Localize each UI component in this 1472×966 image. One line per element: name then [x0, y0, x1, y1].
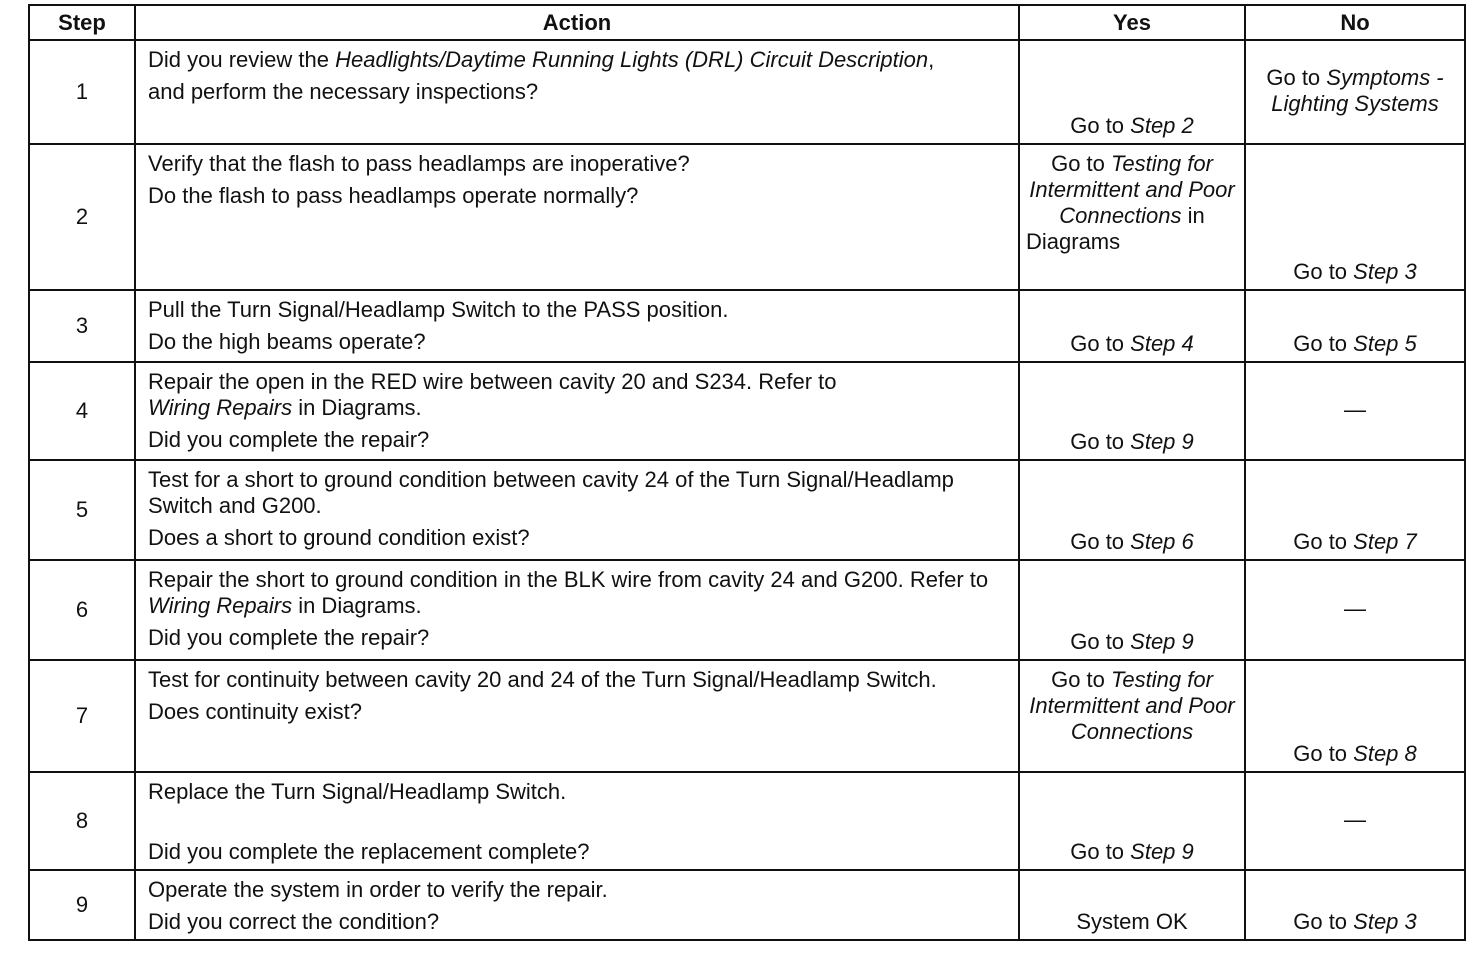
table-row	[29, 290, 1465, 362]
action-cell	[135, 144, 1019, 290]
action-question: Does a short to ground condition exist?	[148, 525, 530, 550]
action-question: Do the high beams operate?	[148, 329, 426, 354]
yes-reference: Step 4	[1130, 331, 1194, 356]
yes-cell: Go to Testing for Intermittent and Poor Connections	[1019, 660, 1245, 772]
action-text: Replace the Turn Signal/Headlamp Switch.	[148, 779, 567, 804]
step-number: 2	[29, 144, 135, 290]
no-cell: Go to Step 7	[1245, 460, 1465, 560]
action-question: Does continuity exist?	[148, 699, 362, 724]
step-number: 1	[29, 40, 135, 144]
action-text: Verify that the flash to pass headlamps are inoperative?	[148, 151, 690, 176]
no-dash: —	[1344, 596, 1366, 621]
yes-cell: Go to Testing for Intermittent and Poor Connections in Diagrams	[1019, 144, 1245, 290]
no-cell: Go to Symptoms - Lighting Systems	[1245, 40, 1465, 144]
action-reference: Headlights/Daytime Running Lights (DRL) Circuit Description	[335, 47, 929, 72]
header-yes: Yes	[1019, 5, 1245, 40]
no-dash: —	[1344, 807, 1366, 832]
yes-cell: Go to Step 2	[1019, 40, 1245, 144]
step-number: 3	[29, 290, 135, 362]
action-cell	[135, 772, 1019, 870]
action-cell	[135, 460, 1019, 560]
yes-reference: Step 9	[1130, 839, 1194, 864]
action-text: Operate the system in order to verify the repair.	[148, 877, 608, 902]
action-question: Did you correct the condition?	[148, 909, 440, 934]
step-number: 4	[29, 362, 135, 460]
no-reference: Step 5	[1353, 331, 1417, 356]
action-cell	[135, 362, 1019, 460]
step-number: 6	[29, 560, 135, 660]
action-question: and perform the necessary inspections?	[148, 79, 539, 104]
header-no: No	[1245, 5, 1465, 40]
action-cell	[135, 660, 1019, 772]
table-row	[29, 660, 1465, 772]
step-number: 5	[29, 460, 135, 560]
table-row	[29, 362, 1465, 460]
yes-cell: Go to Step 4	[1019, 290, 1245, 362]
no-reference: Step 3	[1353, 259, 1417, 284]
yes-reference: Step 9	[1130, 429, 1194, 454]
yes-cell: Go to Step 9	[1019, 362, 1245, 460]
action-reference: Wiring Repairs	[148, 593, 293, 618]
no-reference: Symptoms - Lighting Systems	[1271, 65, 1444, 116]
no-reference: Step 8	[1353, 741, 1417, 766]
diagnostic-table-page	[28, 4, 1464, 941]
action-text: Test for continuity between cavity 20 and 24 of the Turn Signal/Headlamp Switch.	[148, 667, 937, 692]
table-row	[29, 144, 1465, 290]
action-question: Did you complete the repair?	[148, 625, 430, 650]
action-cell	[135, 870, 1019, 940]
yes-reference: Testing for Intermittent and Poor Connections	[1029, 151, 1235, 228]
table-row	[29, 560, 1465, 660]
no-cell	[1245, 560, 1465, 660]
no-cell: Go to Step 8	[1245, 660, 1465, 772]
action-question: Do the flash to pass headlamps operate normally?	[148, 183, 639, 208]
no-cell: Go to Step 3	[1245, 870, 1465, 940]
table-row	[29, 460, 1465, 560]
no-cell: Go to Step 5	[1245, 290, 1465, 362]
header-action: Action	[135, 5, 1019, 40]
no-reference: Step 7	[1353, 529, 1417, 554]
action-question: Did you complete the replacement complete?	[148, 839, 590, 864]
step-number: 8	[29, 772, 135, 870]
action-question: Did you complete the repair?	[148, 427, 430, 452]
yes-reference: Testing for Intermittent and Poor Connections	[1029, 667, 1235, 744]
action-text: Test for a short to ground condition between cavity 24 of the Turn Signal/Headlamp Switch and G200.	[148, 467, 954, 518]
action-text: Repair the open in the RED wire between cavity 20 and S234. Refer to Wiring Repairs in Diagrams.	[148, 369, 837, 420]
action-text: Did you review the Headlights/Daytime Running Lights (DRL) Circuit Description,	[148, 47, 935, 72]
action-text: Repair the short to ground condition in the BLK wire from cavity 24 and G200. Refer to Wiring Repairs in Diagrams.	[148, 567, 989, 618]
action-cell	[135, 560, 1019, 660]
no-cell: Go to Step 3	[1245, 144, 1465, 290]
yes-reference: Step 6	[1130, 529, 1194, 554]
header-step: Step	[29, 5, 135, 40]
table-row	[29, 772, 1465, 870]
action-text: Pull the Turn Signal/Headlamp Switch to the PASS position.	[148, 297, 729, 322]
yes-reference: Step 2	[1130, 113, 1194, 138]
action-cell	[135, 290, 1019, 362]
table-row	[29, 40, 1465, 144]
yes-cell: System OK	[1019, 870, 1245, 940]
yes-cell: Go to Step 9	[1019, 772, 1245, 870]
table-row	[29, 870, 1465, 940]
no-dash: —	[1344, 397, 1366, 422]
no-cell	[1245, 362, 1465, 460]
action-reference: Wiring Repairs	[148, 395, 293, 420]
yes-reference: Step 9	[1130, 629, 1194, 654]
diagnostic-table	[28, 4, 1466, 941]
yes-cell: Go to Step 6	[1019, 460, 1245, 560]
yes-cell: Go to Step 9	[1019, 560, 1245, 660]
step-number: 9	[29, 870, 135, 940]
header-row	[29, 5, 1465, 40]
action-cell	[135, 40, 1019, 144]
no-reference: Step 3	[1353, 909, 1417, 934]
no-cell	[1245, 772, 1465, 870]
step-number: 7	[29, 660, 135, 772]
